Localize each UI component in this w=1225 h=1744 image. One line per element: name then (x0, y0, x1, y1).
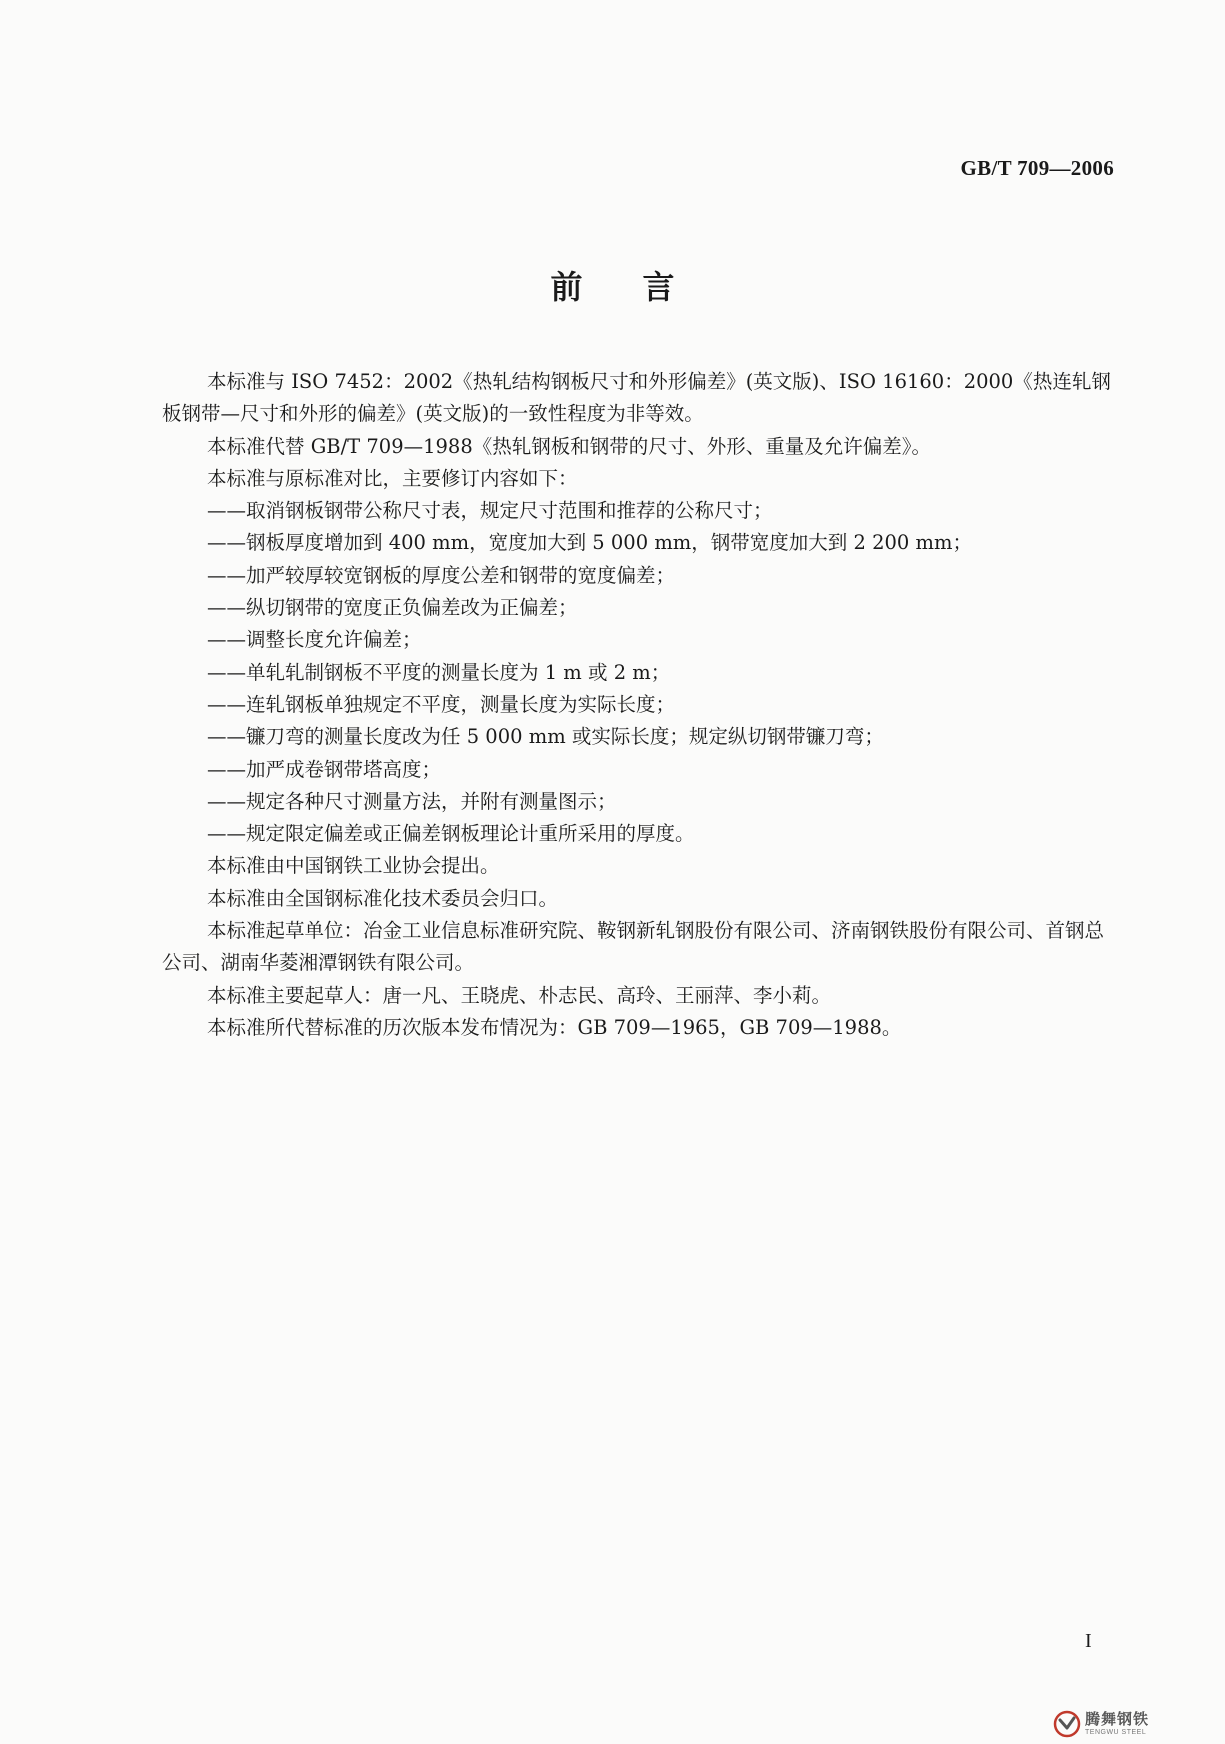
revision-item: ——加严成卷钢带塔高度； (207, 757, 442, 781)
watermark (1053, 1704, 1225, 1744)
page-title (0, 262, 1225, 308)
paragraph-revisions-intro: 本标准与原标准对比，主要修订内容如下： (207, 466, 578, 490)
revision-item: ——调整长度允许偏差； (207, 628, 422, 652)
revision-item: ——规定各种尺寸测量方法，并附有测量图示； (207, 789, 617, 813)
paragraph-replaces: 本标准代替 GB/T 709—1988《热轧钢板和钢带的尺寸、外形、重量及允许偏差》。 (207, 434, 931, 458)
revision-item: ——钢板厚度增加到 400 mm，宽度加大到 5 000 mm，钢带宽度加大到 2 200 mm； (207, 531, 973, 555)
revision-item: ——取消钢板钢带公称尺寸表，规定尺寸范围和推荐的公称尺寸； (207, 499, 773, 523)
foreword-body (162, 366, 1120, 1044)
paragraph-proposer: 本标准由中国钢铁工业协会提出。 (207, 854, 500, 878)
paragraph-committee: 本标准由全国钢标准化技术委员会归口。 (207, 886, 559, 910)
paragraph-history: 本标准所代替标准的历次版本发布情况为：GB 709—1965，GB 709—1988。 (207, 1015, 902, 1039)
title-char-2: 言 (642, 268, 675, 306)
revision-item: ——单轧轧制钢板不平度的测量长度为 1 m 或 2 m； (207, 660, 671, 684)
paragraph-drafters: 本标准主要起草人：唐一凡、王晓虎、朴志民、高玲、王丽萍、李小莉。 (207, 983, 832, 1007)
standard-number: GB/T 709—2006 (960, 156, 1114, 180)
paragraph-equivalence: 本标准与 ISO 7452：2002《热轧结构钢板尺寸和外形偏差》(英文版)、ISO 16160：2000《热连轧钢板钢带—尺寸和外形的偏差》(英文版)的一致性程度为非等效。 (162, 370, 1111, 426)
revision-item: ——加严较厚较宽钢板的厚度公差和钢带的宽度偏差； (207, 563, 676, 587)
watermark-name-cn: 腾舞钢铁 (1085, 1710, 1150, 1728)
paragraph-drafting-units: 本标准起草单位：冶金工业信息标准研究院、鞍钢新轧钢股份有限公司、济南钢铁股份有限公司、首钢总公司、湖南华菱湘潭钢铁有限公司。 (162, 919, 1105, 975)
revision-item: ——连轧钢板单独规定不平度，测量长度为实际长度； (207, 692, 676, 716)
revision-item: ——纵切钢带的宽度正负偏差改为正偏差； (207, 596, 578, 620)
tengwu-logo-icon (1053, 1710, 1081, 1738)
revision-item: ——镰刀弯的测量长度改为任 5 000 mm 或实际长度；规定纵切钢带镰刀弯； (207, 725, 884, 749)
watermark-name-en: TENGWU STEEL (1085, 1729, 1147, 1736)
title-char-1: 前 (550, 268, 583, 306)
revision-item: ——规定限定偏差或正偏差钢板理论计重所采用的厚度。 (207, 822, 695, 846)
page-number: I (1085, 1630, 1092, 1652)
